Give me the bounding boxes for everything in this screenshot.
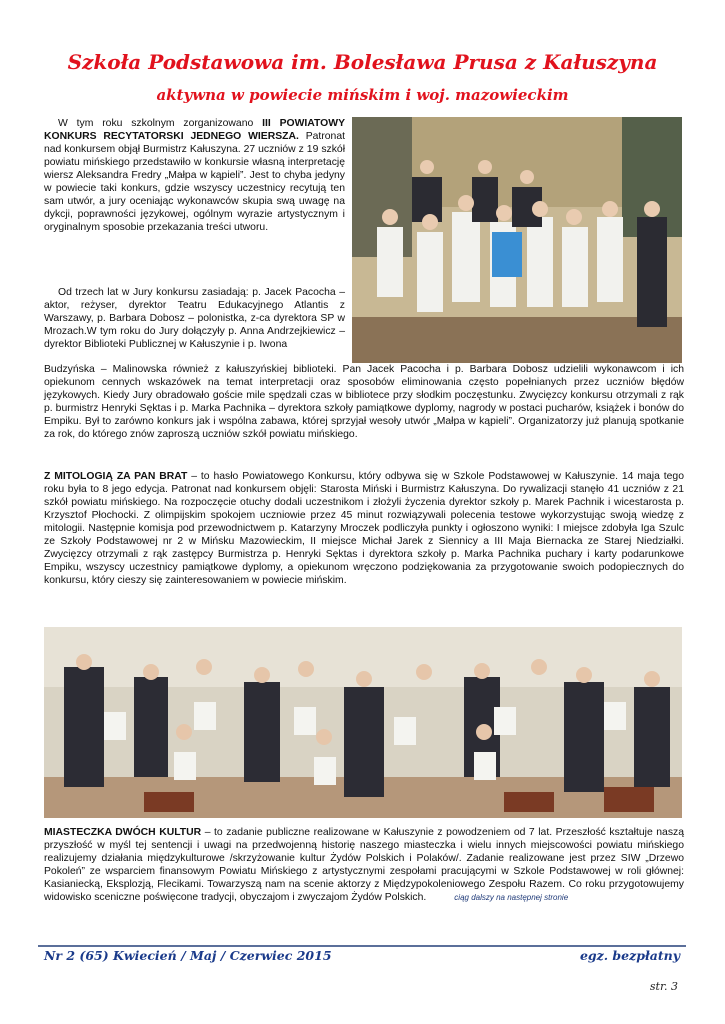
article-two-cultures-body: – to zadanie publiczne realizowane w Kałuszynie z powodzeniem od 7 lat. Przeszłość kształtuje naszą przyszłość w myśl tej sentencji i uwagi na przedwojenną historię naszego miasteczka i wielu innych miejscowości powiatu mińskiego realizujemy działania międzykulturowe /skrzyżowanie kultur Żydów Polskich i Polaków/. Zadanie realizowane jest przez SIW „Drzewo Pokoleń” ze wsparciem finansowym Powiatu Mińskiego z artystycznymi zespołami pracującymi w Szkole Podstawowej w roli głównej: Kasianiecką, Eksplozją, Flecikami. Towarzyszą nam na scenie aktorzy z Międzypokoleniowego Zespołu Razem. Co roku przygotowujemy widowisko sceniczne poświęcone tradycji, obyczajom i zwyczajom Żydów Polskich.: [44, 827, 685, 904]
article-mythology: [44, 470, 684, 587]
article-recitation-lead: W tym roku szkolnym zorganizowano: [58, 118, 263, 129]
price-info: egz. bezpłatny: [579, 948, 680, 963]
article-mythology-body: – to hasło Powiatowego Konkursu, który odbywa się w Szkole Podstawowej w Kałuszynie. 14 maja tego roku była to 8 jego edycja. Patronat nad konkursem objęli: Starosta Miński i Burmistrz Kałuszyna. Do rywalizacji stanęło 41 uczniów z 21 szkół powiatu mińskiego. Na rozpoczęcie otuchy dodali uczestnikom i złożyli życzenia dyrektor szkoły p. Marek Pachnik i wicestarosta p. Krzysztof Płochocki. Z olimpijskim spokojem uczniowie przez 45 minut rozwiązywali polecenia testowe wykorzystując swoją wiedzę z mitologii. Następnie komisja pod przewodnictwem p. Katarzyny Mroczek podliczyła punkty i ogłoszono wyniki: I miejsce zdobyła Iga Szulc ze Szkoły Podstawowej nr 2 w Mińsku Mazowieckim, II miejsce Michał Jarek z Siennicy a III Maja Biernacka ze Starej Niedziałki. Zwycięzcy otrzymali z rąk zastępcy Burmistrza p. Henryki Sęktas i dyrektora szkoły p. Marka Pachnika puchary i karty podarunkowe Empiku, wszyscy uczestnicy pamiątkowe dyplomy, a opiekunom wręczono podziękowania za przygotowanie swoich podopiecznych do konkursu, który cieszy się zainteresowaniem w powiecie mińskim.: [44, 471, 684, 587]
article-recitation-p1: Patronat nad konkursem objął Burmistrz Kałuszyna. 27 uczniów z 19 szkół powiatu mińskiego przedstawiło w konkursie własną interpretację wiersz Aleksandra Fredry „Małpa w kąpieli”. Jest to chyba jedyny w powiecie taki konkurs, gdzie wszyscy uczestnicy recytują ten sam utwór, a jury oceniając wykonawców skupia swą uwagę na dykcji, poprawności językowej, ogólnym wyrazie artystycznym i oryginalnym sposobie przekazania treści utworu.: [44, 131, 346, 234]
article-recitation-jury: Od trzech lat w Jury konkursu zasiadają: p. Jacek Pacocha – aktor, reżyser, dyrektor Teatru Edukacyjnego Atlantis z Warszawy, p. Barbara Dobosz – polonistka, z-ca dyrektora SP w Mrozach.W tym roku do Jury dołączyły p. Anna Andrzejkiewicz – dyrektor Biblioteki Publicznej w Kałuszynie i p. Iwona: [44, 287, 345, 351]
newsletter-title: Szkoła Podstawowa im. Bolesława Prusa z Kałuszyna: [67, 50, 658, 74]
article-two-cultures-heading: MIASTECZKA DWÓCH KULTUR: [44, 827, 202, 838]
article-recitation-intro: [44, 117, 345, 234]
newsletter-subtitle: aktywna w powiecie mińskim i woj. mazowieckim: [156, 86, 569, 104]
page-number: str. 3: [649, 980, 678, 993]
article-recitation-heading: III POWIATOWY KONKURS RECYTATORSKI JEDNEGO WIERSZA.: [44, 118, 345, 143]
recitation-contest-photo: [352, 117, 682, 363]
issue-info: Nr 2 (65) Kwiecień / Maj / Czerwiec 2015: [44, 948, 332, 963]
article-mythology-heading: Z MITOLOGIĄ ZA PAN BRAT: [44, 471, 188, 482]
article-recitation-conclusion: Budzyńska – Malinowska również z kałuszyńskiej biblioteki. Pan Jacek Pacocha i p. Barbara Dobosz udzielili wykonawcom i ich opiekunom cennych wskazówek na temat interpretacji oraz sposobów eliminowania często popełnianych przez uczniów błędów językowych. Kiedy Jury obradowało goście mile spędzali czas w bibliotece przy słodkim poczęstunku. Zwycięzcy konkursu otrzymali z rąk p. burmistrz Henryki Sęktas i p. Marka Pachnika – dyrektora szkoły pamiątkowe dyplomy, nagrody w postaci pucharów, książek i bonów do Empiku. Był to zarówno konkurs jak i wspólna zabawa, której sprzyjał wesoły utwór „Małpa w kąpieli”. Organizatorzy już planują spotkanie za rok, do którego znów zaproszą uczniów szkół powiatu mińskiego.: [44, 364, 684, 441]
mythology-contest-photo: [44, 627, 682, 818]
continued-note: ciąg dalszy na następnej stronie: [454, 893, 569, 903]
article-two-cultures: [44, 826, 684, 904]
footer-divider: [38, 945, 686, 947]
